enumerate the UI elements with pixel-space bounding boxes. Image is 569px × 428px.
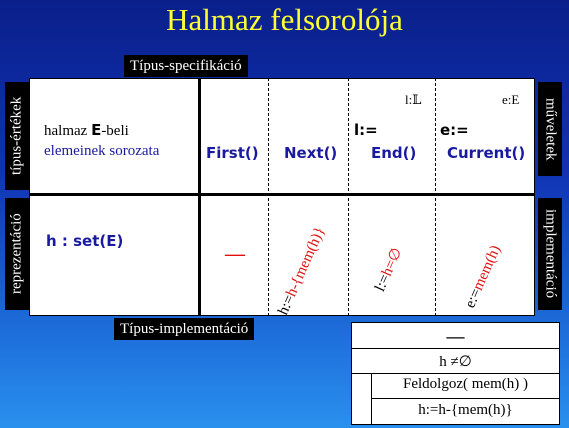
end-impl-expr: h=∅ bbox=[378, 245, 406, 279]
muveletek-label: műveletek bbox=[538, 82, 562, 176]
structogram-line-1 bbox=[351, 348, 560, 349]
current-impl-expr: mem(h) bbox=[470, 243, 505, 293]
representation-text: h : set(E) bbox=[46, 232, 124, 250]
op-first: First() bbox=[206, 144, 259, 162]
implementacio-label: implementáció bbox=[538, 198, 562, 310]
first-impl-dash: — bbox=[225, 243, 245, 265]
structogram-line-3 bbox=[371, 398, 560, 399]
grid-horizontal-divider bbox=[29, 193, 535, 196]
reprezentacio-label: reprezentáció bbox=[5, 198, 29, 310]
page-title: Halmaz felsorolója bbox=[166, 2, 403, 37]
e-assign-label: e:= bbox=[440, 121, 469, 139]
typevalue-text-pre: halmaz bbox=[44, 123, 92, 139]
structogram-row-skip: — bbox=[446, 326, 465, 346]
end-impl-assign: l:= bbox=[372, 272, 394, 294]
grid-vertical-divider bbox=[198, 78, 201, 316]
e-type-label: e:E bbox=[502, 92, 520, 107]
current-impl-assign: e:= bbox=[462, 286, 485, 311]
typevalue-line2: elemeinek sorozata bbox=[44, 143, 160, 159]
next-impl-assign: h:= bbox=[275, 292, 299, 318]
dashed-divider-2 bbox=[348, 78, 349, 316]
main-grid bbox=[29, 78, 535, 316]
dashed-divider-1 bbox=[268, 78, 269, 316]
next-impl-expr: h-{mem(h)} bbox=[283, 224, 329, 300]
typevalue-text-post: -beli bbox=[101, 123, 129, 139]
structogram-process: Feldolgoz( mem(h) ) bbox=[403, 376, 528, 392]
structogram-line-2 bbox=[351, 373, 560, 374]
op-end: End() bbox=[371, 144, 417, 162]
l-assign-label: l:= bbox=[354, 121, 378, 139]
op-next: Next() bbox=[284, 144, 338, 162]
l-type-label: l:𝕃 bbox=[405, 92, 422, 107]
structogram-condition: h ≠∅ bbox=[439, 354, 472, 370]
typevalue-line1 bbox=[44, 121, 129, 140]
structogram-update: h:=h-{mem(h)} bbox=[418, 402, 513, 418]
typevalue-text-bold: E bbox=[91, 121, 102, 139]
tipus-specifikacio-label: Típus-specifikáció bbox=[124, 55, 248, 77]
dashed-divider-3 bbox=[435, 78, 436, 316]
tipus-implementacio-label: Típus-implementáció bbox=[114, 318, 254, 340]
tipus-ertekek-label: típus-értékek bbox=[5, 82, 29, 190]
op-current: Current() bbox=[447, 144, 526, 162]
